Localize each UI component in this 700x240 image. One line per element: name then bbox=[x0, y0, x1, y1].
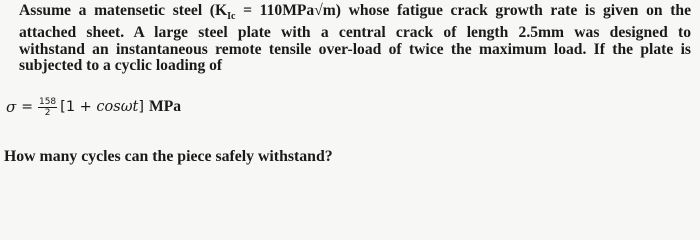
fraction-numerator: 158 bbox=[38, 96, 57, 107]
loading-equation bbox=[6, 94, 181, 120]
sigma-symbol: σ bbox=[6, 98, 17, 116]
fraction bbox=[38, 97, 57, 118]
problem-line-3: withstand an instantaneous remote tensile over-load of twice the maximum load. If the plate is bbox=[19, 40, 691, 58]
bracket-expression bbox=[60, 99, 144, 115]
problem-line-1 bbox=[19, 3, 691, 25]
kic-subscript: Ic bbox=[227, 11, 236, 23]
bracket-close: ] bbox=[138, 99, 145, 115]
problem-line-1-text: Assume a matensetic steel (K bbox=[19, 2, 228, 19]
fraction-denominator: 2 bbox=[44, 107, 51, 118]
cos-term: cosωt bbox=[96, 99, 139, 115]
problem-statement bbox=[19, 3, 691, 74]
problem-line-4: subjected to a cyclic loading of bbox=[19, 56, 223, 74]
bracket-open: [1 + bbox=[60, 99, 97, 115]
problem-line-1-rest: = 110MPa√m) whose fatigue crack growth rate is given on the bbox=[235, 2, 692, 19]
question-text: How many cycles can the piece safely withstand? bbox=[4, 148, 333, 165]
units-label: MPa bbox=[149, 98, 182, 115]
equals-sign: = bbox=[21, 99, 33, 115]
problem-line-2: attached sheet. A large steel plate with a central crack of length 2.5mm was designed to bbox=[19, 24, 691, 42]
